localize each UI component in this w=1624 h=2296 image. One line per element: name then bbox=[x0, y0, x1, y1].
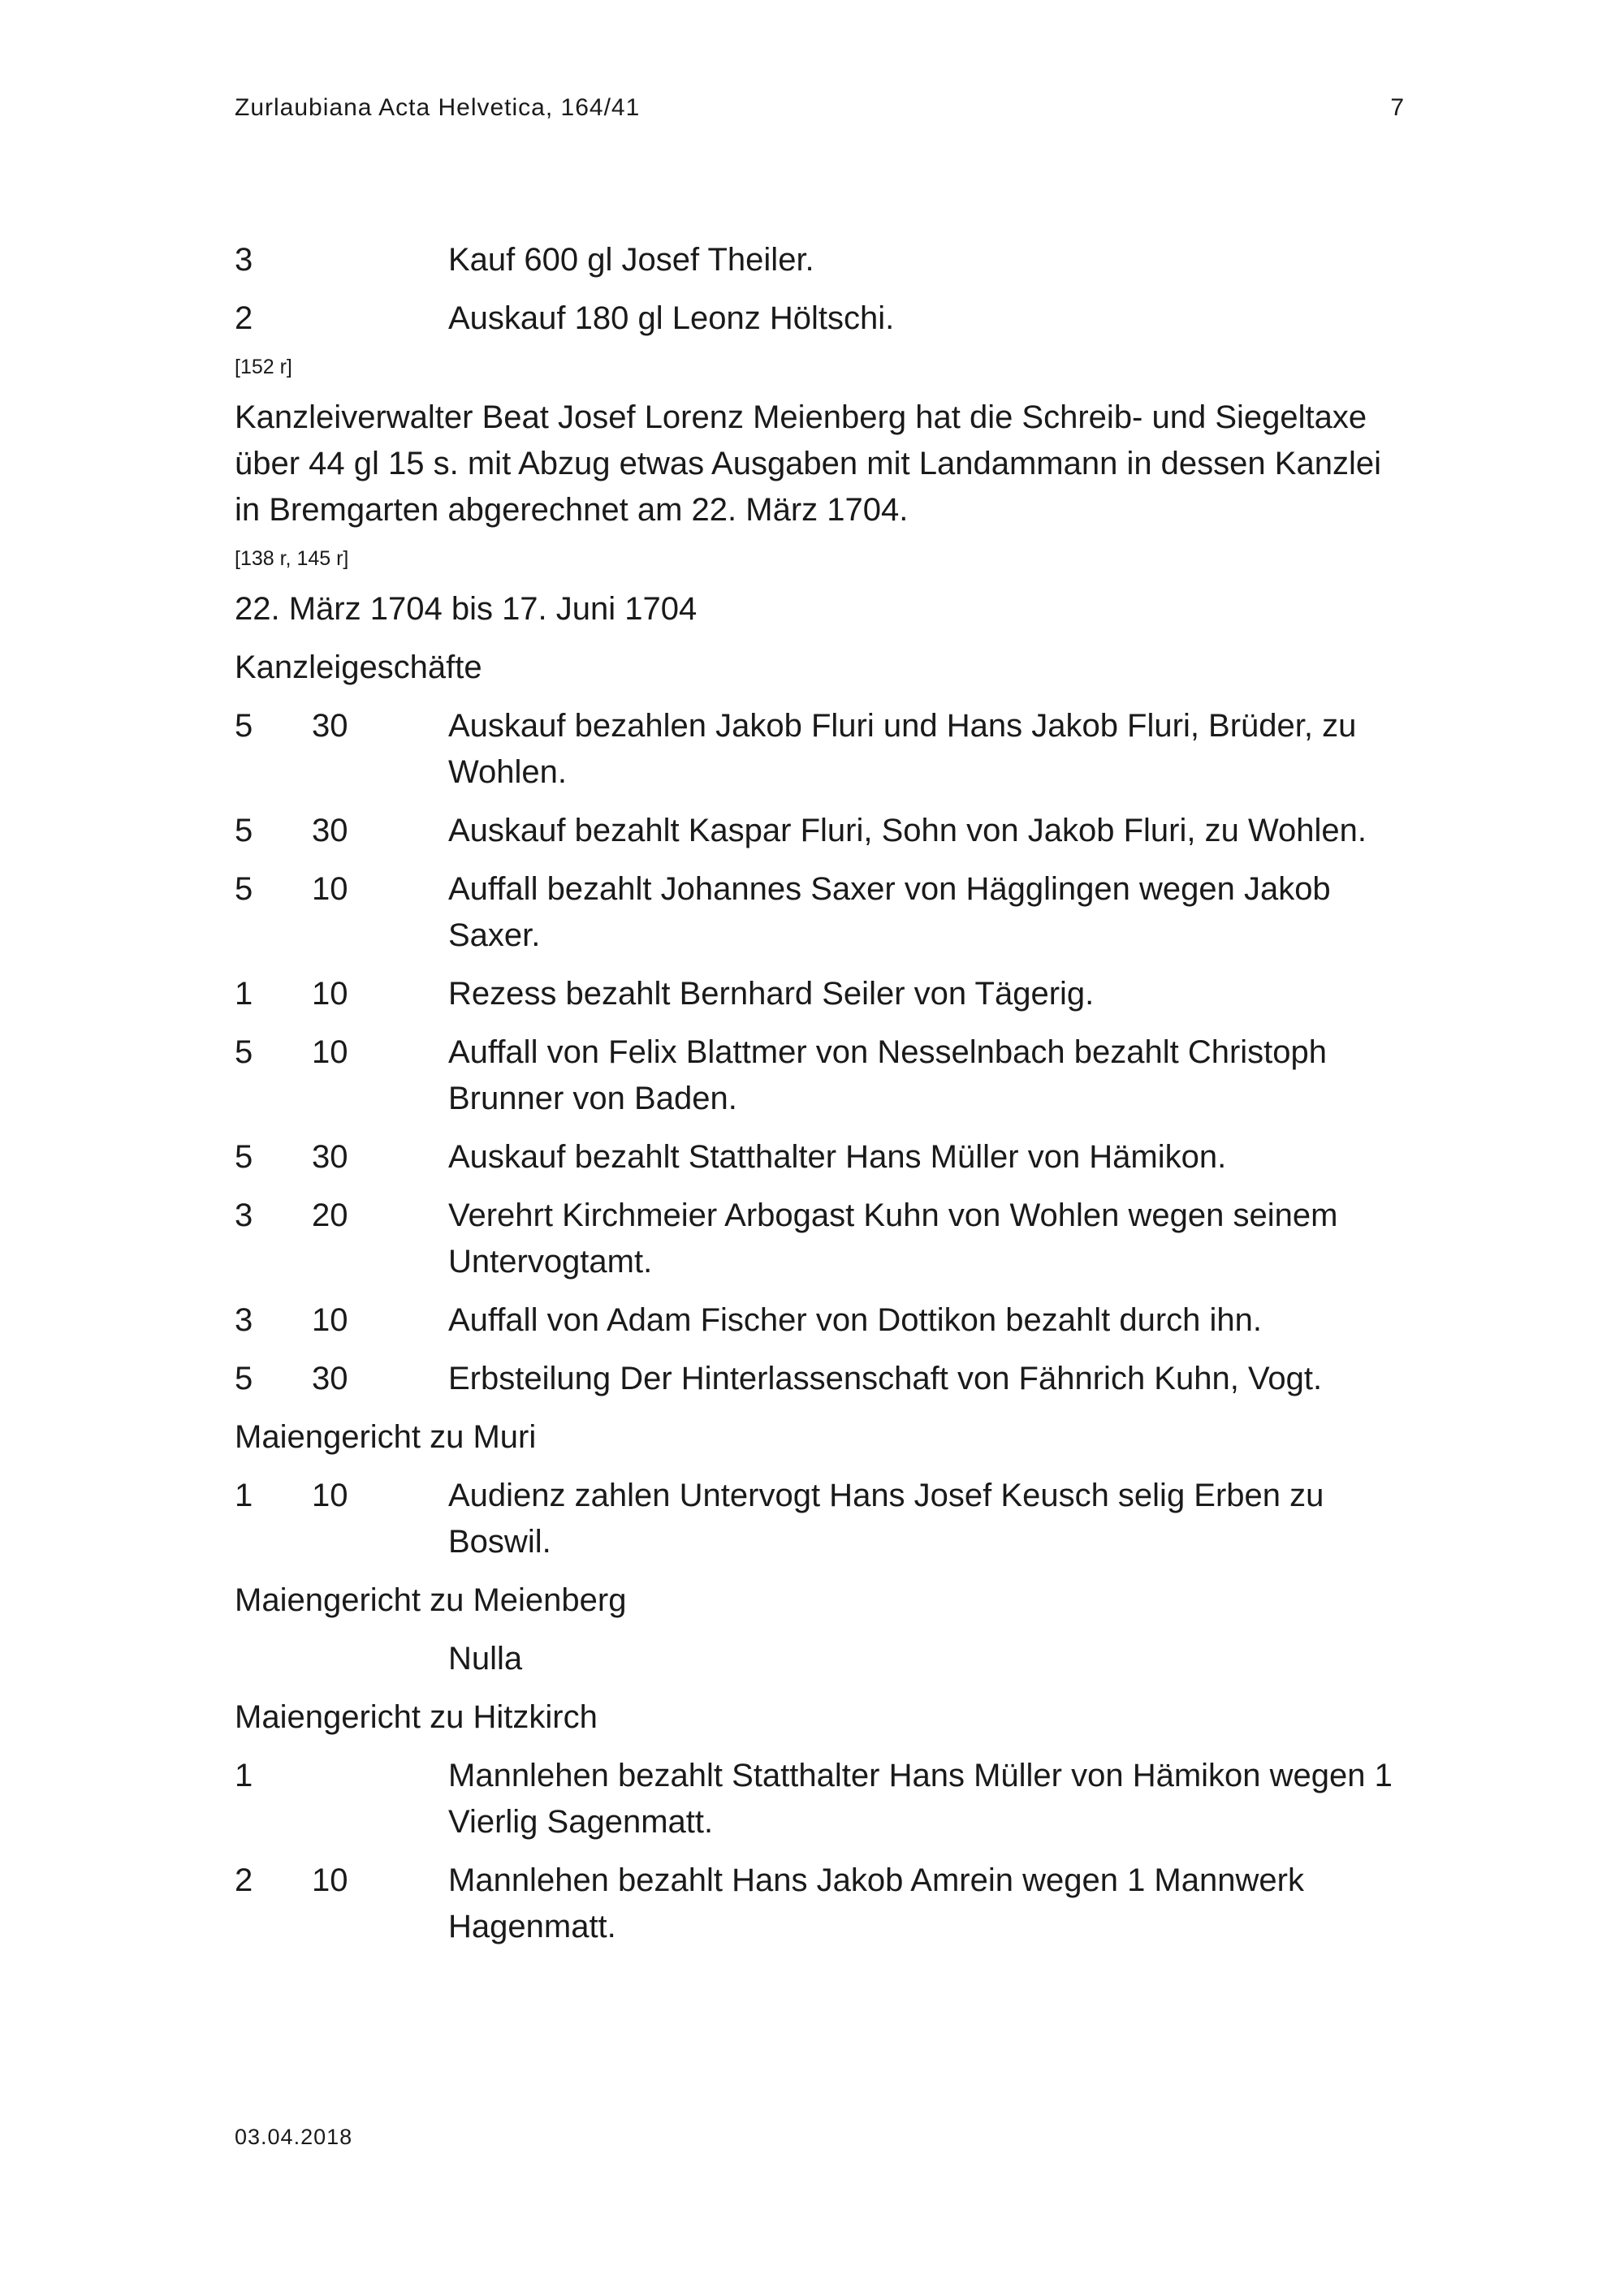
entry-text: Auskauf 180 gl Leonz Höltschi. bbox=[448, 300, 895, 336]
entry-text: Auffall von Felix Blattmer von Nesselnbach bezahlt Christoph Brunner von Baden. bbox=[448, 1034, 1328, 1116]
entry-amount-b: 30 bbox=[312, 708, 348, 744]
entry-row bbox=[235, 1356, 1404, 1402]
entry-amount-a: 1 bbox=[235, 1478, 253, 1513]
entry-text: Auskauf bezahlen Jakob Fluri und Hans Jakob Fluri, Brüder, zu Wohlen. bbox=[448, 708, 1357, 790]
entry-amount-a: 5 bbox=[235, 1034, 253, 1070]
entry-amount-a: 5 bbox=[235, 708, 253, 744]
entry-text: Nulla bbox=[448, 1641, 523, 1677]
entry-row bbox=[235, 866, 1404, 959]
entry-row bbox=[235, 1029, 1404, 1122]
entry-row bbox=[235, 703, 1404, 796]
entry-amount-b: 10 bbox=[312, 871, 348, 907]
entry-amount-b: 10 bbox=[312, 976, 348, 1012]
document-title: Zurlaubiana Acta Helvetica, 164/41 bbox=[235, 94, 641, 121]
entry-row bbox=[235, 237, 1404, 283]
entry-amount-a: 3 bbox=[235, 1198, 253, 1233]
entry-text: Auskauf bezahlt Statthalter Hans Müller von Hämikon. bbox=[448, 1139, 1227, 1175]
entry-amount-a: 5 bbox=[235, 1361, 253, 1396]
entry-amount-a: 5 bbox=[235, 1139, 253, 1175]
folio-reference: [152 r] bbox=[235, 356, 292, 378]
entry-amount-b: 10 bbox=[312, 1478, 348, 1513]
section-heading: Maiengericht zu Muri bbox=[235, 1419, 537, 1455]
entry-text: Audienz zahlen Untervogt Hans Josef Keusch selig Erben zu Boswil. bbox=[448, 1478, 1324, 1560]
entry-text: Kauf 600 gl Josef Theiler. bbox=[448, 242, 814, 278]
entry-amount-a: 2 bbox=[235, 1862, 253, 1898]
entry-amount-a: 3 bbox=[235, 242, 253, 278]
date-range-heading: 22. März 1704 bis 17. Juni 1704 bbox=[235, 591, 698, 627]
entry-text: Auskauf bezahlt Kaspar Fluri, Sohn von Jakob Fluri, zu Wohlen. bbox=[448, 813, 1367, 848]
footer-date: 03.04.2018 bbox=[235, 2125, 353, 2149]
entry-amount-b: 30 bbox=[312, 813, 348, 848]
entry-row bbox=[235, 1858, 1404, 1950]
entry-amount-b: 10 bbox=[312, 1302, 348, 1338]
entry-row bbox=[235, 971, 1404, 1017]
entry-amount-a: 2 bbox=[235, 300, 253, 336]
entry-row bbox=[235, 1473, 1404, 1565]
entry-amount-a: 1 bbox=[235, 976, 253, 1012]
entry-row bbox=[235, 1134, 1404, 1180]
document-body bbox=[235, 237, 1404, 1962]
entry-row bbox=[235, 808, 1404, 854]
entry-text: Rezess bezahlt Bernhard Seiler von Tägerig. bbox=[448, 976, 1095, 1012]
entry-text: Mannlehen bezahlt Statthalter Hans Müller von Hämikon wegen 1 Vierlig Sagenmatt. bbox=[448, 1758, 1393, 1840]
entry-row bbox=[235, 1297, 1404, 1344]
entry-amount-b: 30 bbox=[312, 1139, 348, 1175]
entry-amount-a: 1 bbox=[235, 1758, 253, 1793]
entry-text: Mannlehen bezahlt Hans Jakob Amrein wegen 1 Mannwerk Hagenmatt. bbox=[448, 1862, 1304, 1944]
entry-row bbox=[235, 1193, 1404, 1285]
entry-text: Auffall bezahlt Johannes Saxer von Hägglingen wegen Jakob Saxer. bbox=[448, 871, 1331, 953]
entry-row bbox=[235, 1636, 1404, 1682]
entry-amount-b: 10 bbox=[312, 1862, 348, 1898]
entry-amount-b: 30 bbox=[312, 1361, 348, 1396]
section-heading: Maiengericht zu Hitzkirch bbox=[235, 1699, 598, 1735]
entry-text: Erbsteilung Der Hinterlassenschaft von Fähnrich Kuhn, Vogt. bbox=[448, 1361, 1323, 1396]
page-number: 7 bbox=[1390, 94, 1404, 121]
paragraph: Kanzleiverwalter Beat Josef Lorenz Meienberg hat die Schreib- und Siegeltaxe über 44 gl 15 s. mit Abzug etwas Ausgaben mit Landammann in dessen Kanzlei in Bremgarten abgerechnet am 22. März 1704. bbox=[235, 399, 1381, 528]
entry-amount-b: 10 bbox=[312, 1034, 348, 1070]
entry-text: Auffall von Adam Fischer von Dottikon bezahlt durch ihn. bbox=[448, 1302, 1263, 1338]
entry-amount-a: 5 bbox=[235, 871, 253, 907]
entry-row bbox=[235, 296, 1404, 342]
entry-row bbox=[235, 1753, 1404, 1845]
section-heading: Maiengericht zu Meienberg bbox=[235, 1582, 627, 1618]
page-header bbox=[235, 94, 1404, 127]
entry-amount-a: 3 bbox=[235, 1302, 253, 1338]
folio-reference: [138 r, 145 r] bbox=[235, 547, 349, 570]
entry-amount-b: 20 bbox=[312, 1198, 348, 1233]
entry-amount-a: 5 bbox=[235, 813, 253, 848]
section-heading: Kanzleigeschäfte bbox=[235, 650, 482, 685]
entry-text: Verehrt Kirchmeier Arbogast Kuhn von Wohlen wegen seinem Untervogtamt. bbox=[448, 1198, 1338, 1280]
